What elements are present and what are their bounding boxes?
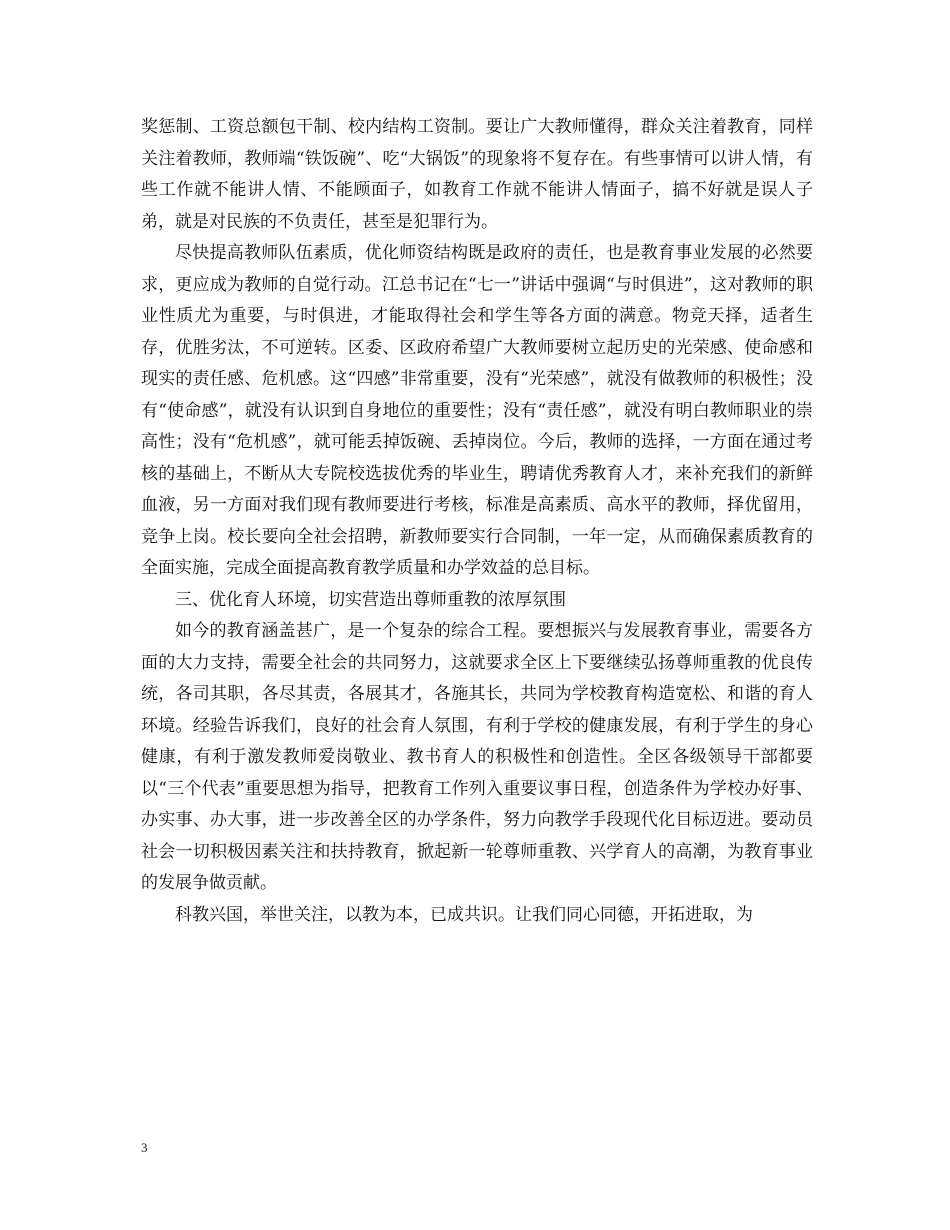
paragraph-2: 尽快提高教师队伍素质，优化师资结构既是政府的责任，也是教育事业发展的必然要求，更应成为教师的自觉行动。江总书记在“七一”讲话中强调“与时俱进”，这对教师的职业性质尤为重要，与时俱进，才能取得社会和学生等各方面的满意。物竞天择，适者生存，优胜劣汰，不可逆转。区委、区政府希望广大教师要树立起历史的光荣感、使命感和现实的责任感、危机感。这“四感”非常重要，没有“光荣感”，就没有做教师的积极性；没有“使命感”，就没有认识到自身地位的重要性；没有“责任感”，就没有明白教师职业的崇高性；没有“危机感”，就可能丢掉饭碗、丢掉岗位。今后，教师的选择，一方面在通过考核的基础上，不断从大专院校选拔优秀的毕业生，聘请优秀教育人才，来补充我们的新鲜血液，另一方面对我们现有教师要进行考核，标准是高素质、高水平的教师，择优留用，竞争上岗。校长要向全社会招聘，新教师要实行合同制，一年一定，从而确保素质教育的全面实施，完成全面提高教育教学质量和办学效益的总目标。 [141, 243, 813, 578]
paragraph-5: 科教兴国，举世关注，以教为本，已成共识。让我们同心同德，开拓进取，为 [175, 904, 753, 925]
paragraph-1: 奖惩制、工资总额包干制、校内结构工资制。要让广大教师懂得，群众关注着教育，同样关注着教师，教师端“铁饭碗”、吃“大锅饭”的现象将不复存在。有些事情可以讲人情，有些工作就不能讲人情、不能顾面子，如教育工作就不能讲人情面子，搞不好就是误人子弟，就是对民族的不负责任，甚至是犯罪行为。 [141, 117, 813, 232]
document-body [141, 112, 813, 931]
page-number: 3 [141, 1140, 148, 1155]
section-heading-3: 三、优化育人环境，切实营造出尊师重教的浓厚氛围 [175, 589, 566, 610]
paragraph-4: 如今的教育涵盖甚广，是一个复杂的综合工程。要想振兴与发展教育事业，需要各方面的大力支持，需要全社会的共同努力，这就要求全区上下要继续弘扬尊师重教的优良传统，各司其职，各尽其责，各展其才，各施其长，共同为学校教育构造宽松、和谐的育人环境。经验告诉我们，良好的社会育人氛围，有利于学校的健康发展，有利于学生的身心健康，有利于激发教师爱岗敬业、教书育人的积极性和创造性。全区各级领导干部都要以“三个代表”重要思想为指导，把教育工作列入重要议事日程，创造条件为学校办好事、办实事、办大事，进一步改善全区的办学条件，努力向教学手段现代化目标迈进。要动员社会一切积极因素关注和扶持教育，掀起新一轮尊师重教、兴学育人的高潮，为教育事业的发展争做贡献。 [141, 621, 813, 893]
